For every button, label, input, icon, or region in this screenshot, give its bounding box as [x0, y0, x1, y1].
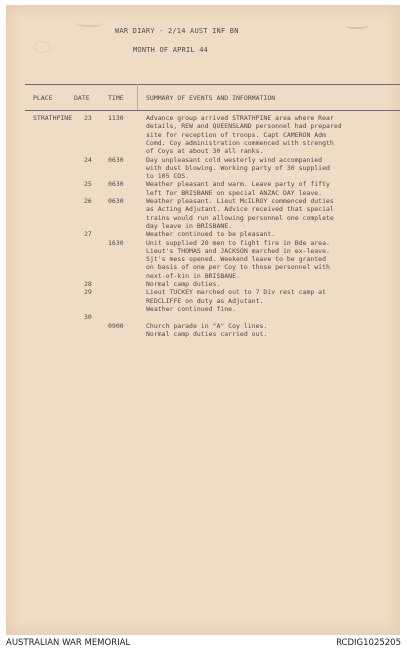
entry-summary-line: details, REW and QUEENSLAND personnel had prepared — [146, 122, 342, 131]
header-top-rule — [25, 84, 400, 85]
entry-date: 23 — [84, 114, 92, 122]
paper-stain — [346, 21, 368, 29]
entry-summary-line — [146, 313, 396, 321]
entry-time: 0630 — [108, 155, 124, 164]
entry-summary-line: Advance group arrived STRATHPINE area where Rear — [146, 114, 334, 122]
header-summary: SUMMARY OF EVENTS AND INFORMATION — [146, 94, 276, 102]
entry-summary — [146, 180, 396, 197]
entry-time: 0630 — [108, 180, 124, 189]
header-divider — [137, 84, 138, 110]
entry-summary — [146, 239, 396, 280]
entry-summary-line: Lieut's THOMAS and JACKSON marched in ex-leave. — [146, 246, 330, 255]
header-bottom-rule — [25, 110, 400, 111]
entry-summary-line: site for reception of troops. Capt CAMERON Adm — [146, 130, 327, 139]
footer-reference: RCDIG1025205 — [336, 638, 401, 648]
entry-summary-line: Normal camp duties. — [146, 280, 221, 288]
entry-summary — [146, 280, 396, 288]
entry-date: 26 — [84, 197, 92, 205]
entry-summary-line: Weather continued fine. — [146, 304, 237, 313]
entry-summary-line: left for BRISBANE on special ANZAC DAY leave. — [146, 188, 323, 197]
entry-date: 28 — [84, 280, 92, 288]
entry-summary-line: Comd. Coy administration commenced with strength — [146, 138, 334, 147]
entry-summary-line: Weather pleasant and warm. Leave party of fifty — [146, 180, 330, 189]
entry-summary — [146, 197, 396, 230]
paper-stain — [34, 41, 50, 53]
entry-time: 1130 — [108, 114, 124, 122]
entry-summary-line: on basis of one per Coy to those personnel with — [146, 263, 330, 272]
entry-date: 27 — [84, 230, 92, 239]
entry-summary — [146, 288, 396, 313]
entry-summary-line: to 105 COS. — [146, 172, 190, 181]
entry-summary-line: next-of-kin in BRISBANE. — [146, 271, 240, 280]
entry-summary — [146, 156, 396, 181]
footer-source: AUSTRALIAN WAR MEMORIAL — [6, 638, 131, 648]
entry-time: 1630 — [108, 238, 124, 247]
entry-summary-line: trains would run allowing personnel one complete — [146, 213, 334, 222]
header-place: PLACE — [33, 94, 53, 102]
entry-date: 29 — [84, 288, 92, 297]
entry-summary — [146, 322, 396, 339]
entry-summary-line: Unit supplied 20 men to fight fire in Bde area. — [146, 238, 330, 247]
entry-summary — [146, 114, 396, 155]
entry-summary-line: of Coys at about 30 all ranks. — [146, 147, 264, 156]
entry-summary-line: Lieut TUCKEY marched out to 7 Div rest camp at — [146, 288, 327, 297]
entry-summary-line: Day unpleasant cold westerly wind accompanied — [146, 155, 323, 164]
header-date: DATE — [74, 94, 90, 102]
entry-date: 24 — [84, 155, 92, 164]
entry-summary-line: with dust blowing. Working party of 30 supplied — [146, 163, 330, 172]
entry-date: 30 — [84, 313, 92, 322]
entry-date: 25 — [84, 180, 92, 189]
entry-summary-line: REDCLIFFE on duty as Adjutant. — [146, 296, 264, 305]
paper-stain — [76, 17, 104, 27]
document-title: WAR DIARY - 2/14 AUST INF BN — [115, 27, 239, 35]
entry-place: STRATHPINE — [33, 114, 73, 122]
entry-summary-line: Normal camp duties carried out. — [146, 329, 268, 338]
header-time: TIME — [108, 94, 124, 102]
entry-summary — [146, 313, 396, 321]
entry-time: 0900 — [108, 321, 124, 330]
entry-summary-line: day leave in BRISBANE. — [146, 221, 233, 230]
document-subtitle: MONTH OF APRIL 44 — [133, 46, 209, 54]
entry-summary-line: Weather continued to be pleasant. — [146, 230, 276, 239]
entry-summary-line: Weather pleasant. Lieut McILROY commenced duties — [146, 197, 334, 205]
entry-summary-line: Sjt's mess opened. Weekend leave to be granted — [146, 255, 327, 264]
entry-summary-line: as Acting Adjutant. Advice received that special — [146, 205, 334, 214]
entry-summary-line: Church parade in "A" Coy lines. — [146, 321, 268, 330]
entry-summary — [146, 230, 396, 238]
entry-time: 0630 — [108, 197, 124, 205]
